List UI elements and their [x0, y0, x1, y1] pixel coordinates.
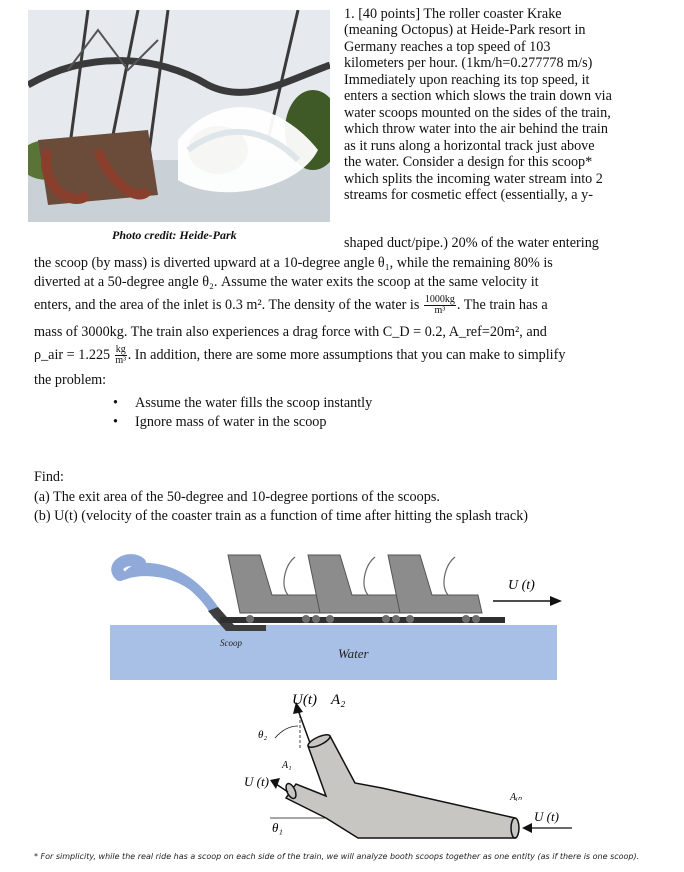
problem-line: which throw water into the air behind the train [344, 121, 608, 137]
bullet-item [113, 413, 327, 432]
train-scoop-diagram [110, 545, 570, 680]
problem-line: the scoop (by mass) is diverted upward at a 10-degree angle θ₁, while the remaining 80% is [34, 255, 553, 271]
find-title: Find: [34, 469, 64, 485]
problem-line-density [34, 295, 548, 316]
problem-line: the problem: [34, 372, 107, 388]
density-text-end: . The train has a [456, 296, 548, 313]
problem-line: which splits the incoming water stream into 2 [344, 171, 603, 187]
bullet-text: Ignore mass of water in the scoop [135, 414, 327, 430]
right-u-label: U (t) [534, 809, 559, 824]
problem-line: enters a section which slows the train down via [344, 88, 612, 104]
problem-line: 1. [40 points] The roller coaster Krake [344, 6, 562, 22]
ain-label: Aᵢₙ [510, 792, 522, 803]
a1-label: A₁ [282, 760, 292, 771]
problem-line: as it runs along a horizontal track just above [344, 138, 595, 154]
roller-coaster-photo [28, 10, 330, 222]
problem-line: kilometers per hour. (1km/h=0.277778 m/s) [344, 55, 593, 71]
problem-line: diverted at a 50-degree angle θ₂. Assume the water exits the scoop at the same velocity it [34, 274, 539, 290]
problem-line: water scoops mounted on the sides of the train, [344, 105, 611, 121]
problem-line: Germany reaches a top speed of 103 [344, 39, 551, 55]
theta2-label: θ₂ [258, 729, 268, 741]
density-numerator: 1000kg [424, 294, 455, 305]
bullet-dot-icon: • [113, 414, 118, 430]
bullet-item [113, 394, 373, 413]
air-text-end: . In addition, there are some more assumptions that you can make to simplify [127, 346, 566, 363]
find-a: (a) The exit area of the 50-degree and 10-degree portions of the scoops. [34, 488, 440, 505]
water-spray [123, 563, 222, 619]
air-numerator: kg [115, 344, 126, 355]
top-a2-label: A₂ [331, 692, 346, 708]
density-denominator: m³ [434, 305, 446, 316]
air-denominator: m³ [115, 355, 127, 366]
exit-arrow-left-icon [270, 778, 280, 789]
problem-line: Immediately upon reaching its top speed, it [344, 72, 590, 88]
photo-caption: Photo credit: Heide-Park [112, 228, 237, 242]
problem-line: (meaning Octopus) at Heide-Park resort in [344, 22, 586, 38]
air-density-text: ρ_air = 1.225 [34, 346, 111, 363]
problem-line: the water. Consider a design for this scoop* [344, 154, 593, 170]
theta1-label: θ₁ [272, 820, 283, 835]
left-u-label: U (t) [244, 774, 269, 789]
velocity-label: U (t) [508, 578, 535, 593]
density-fraction [424, 295, 456, 316]
water-body [110, 625, 557, 680]
scoop-label: Scoop [220, 638, 242, 648]
bullet-text: Assume the water fills the scoop instantly [135, 395, 373, 411]
y-duct-diagram [230, 688, 590, 848]
air-fraction [115, 345, 127, 366]
find-section [34, 468, 528, 527]
y-duct [286, 736, 515, 838]
water-label: Water [338, 646, 369, 661]
inlet-arrow-icon [522, 823, 532, 833]
inlet-ellipse [511, 818, 519, 838]
top-u-label: U(t) [292, 692, 317, 708]
footnote: * For simplicity, while the real ride has a scoop on each side of the train, we will analyze booth scoops together as one entity (as if there is one scoop). [34, 852, 640, 861]
density-text: enters, and the area of the inlet is 0.3 m². The density of the water is [34, 296, 420, 313]
problem-line: streams for cosmetic effect (essentially, a y- [344, 187, 593, 203]
problem-line: shaped duct/pipe.) 20% of the water entering [344, 235, 599, 251]
velocity-arrow-icon [550, 596, 562, 606]
problem-line-air [34, 345, 565, 366]
bullet-dot-icon: • [113, 395, 118, 411]
problem-line: mass of 3000kg. The train also experiences a drag force with C_D = 0.2, A_ref=20m², and [34, 324, 547, 340]
find-b: (b) U(t) (velocity of the coaster train as a function of time after hitting the splash track) [34, 508, 529, 524]
